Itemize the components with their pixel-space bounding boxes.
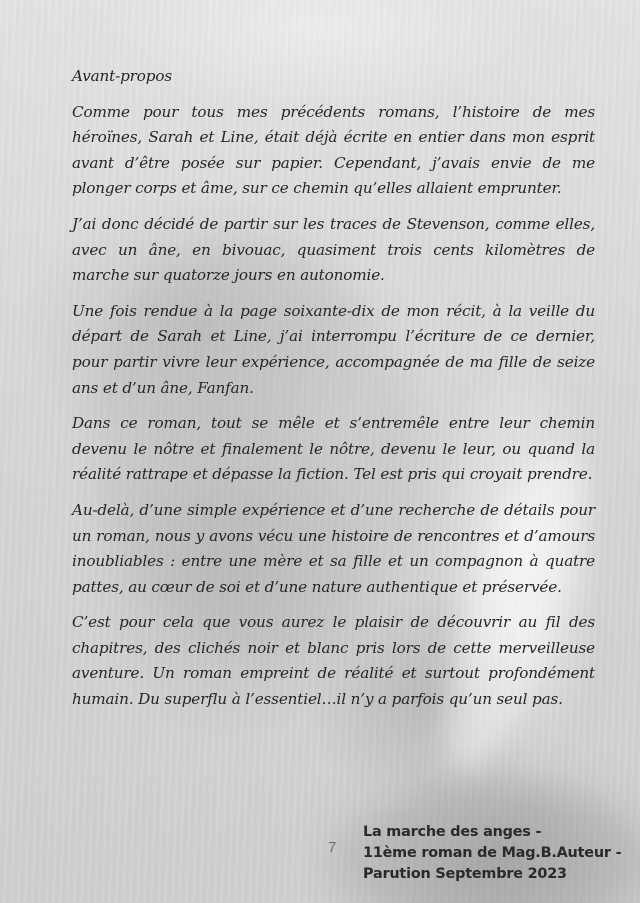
- foreword-content: [72, 64, 595, 723]
- foreword-heading: Avant-propos: [72, 67, 172, 85]
- foreword-paragraph-5: Au-delà, d’une simple expérience et d’une recherche de détails pour un roman, nous y avons vécu une histoire de rencontres et d’amours inoubliables : entre une mère et sa fille et un compagnon à quatre pattes, au cœur de soi et d’une nature authentique et préservée.: [72, 500, 595, 596]
- foreword-paragraph-4: Dans ce roman, tout se mêle et s’entremêle entre leur chemin devenu le nôtre et finalement le nôtre, devenu le leur, ou quand la réalité rattrape et dépasse la fiction. Tel est pris qui croyait prendre.: [72, 414, 595, 484]
- caption-title-line: La marche des anges -: [363, 824, 542, 840]
- foreword-paragraph-3: Une fois rendue à la page soixante-dix de mon récit, à la veille du départ de Sarah et Line, j’ai interrompu l’écriture de ce dernier, pour partir vivre leur expérience, accompagnée de ma fille de seize ans et d’un âne, Fanfan.: [72, 301, 595, 397]
- caption-release-line: Parution Septembre 2023: [363, 866, 567, 882]
- foreword-paragraph-1: Comme pour tous mes précédents romans, l’histoire de mes héroïnes, Sarah et Line, était déjà écrite en entier dans mon esprit avant d’être posée sur papier. Cependant, j’avais envie de me plonger corps et âme, sur ce chemin qu’elles allaient emprunter.: [72, 102, 595, 198]
- page-number: 7: [328, 839, 337, 856]
- foreword-paragraph-2: J’ai donc décidé de partir sur les traces de Stevenson, comme elles, avec un âne, en bivouac, quasiment trois cents kilomètres de marche sur quatorze jours en autonomie.: [72, 214, 595, 285]
- foreword-paragraph-6: C’est pour cela que vous aurez le plaisir de découvrir au fil des chapitres, des clichés noir et blanc pris lors de cette merveilleuse aventure. Un roman empreint de réalité et surtout profondément humain. Du superflu à l’essentiel…il n’y a parfois qu’un seul pas.: [72, 613, 595, 709]
- caption-author-line: 11ème roman de Mag.B.Auteur -: [363, 845, 622, 861]
- book-caption: [363, 822, 621, 885]
